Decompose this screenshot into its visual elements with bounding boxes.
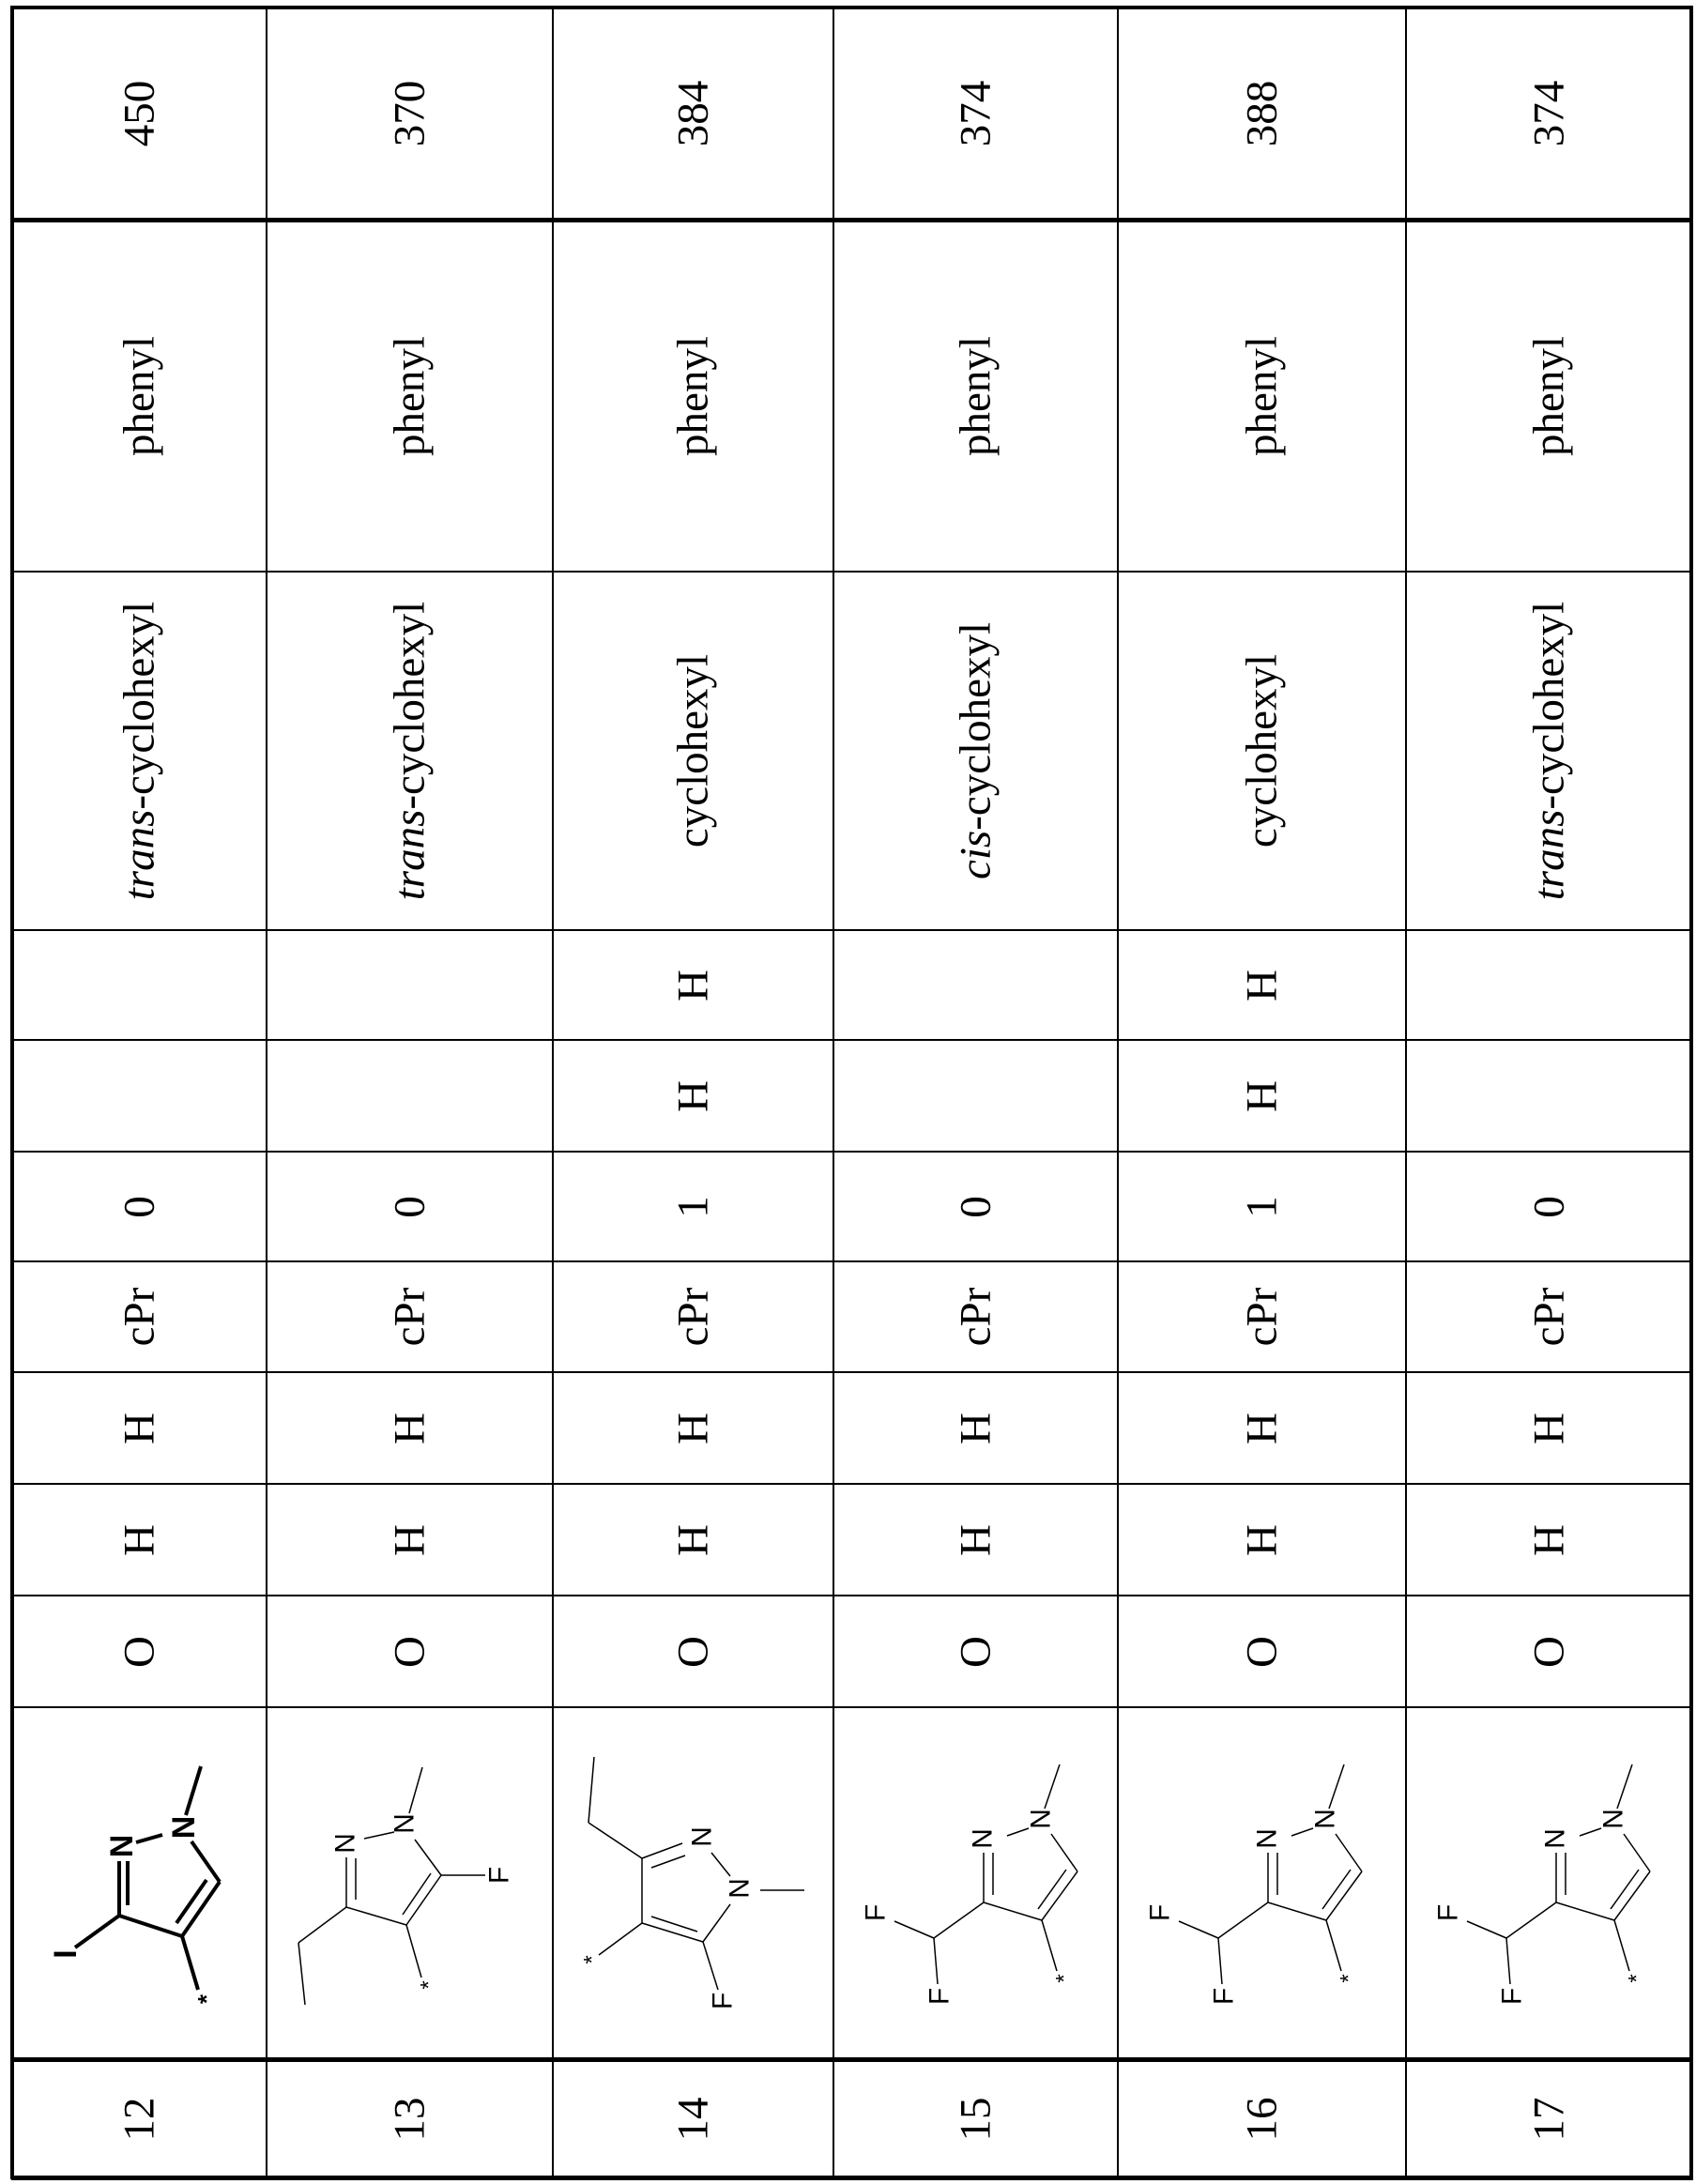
ring-label	[117, 602, 161, 901]
cell-Ra	[1117, 1039, 1407, 1153]
atom-label: F	[924, 1987, 955, 2006]
cell-Rb	[11, 929, 267, 1041]
R2-value: H	[951, 1412, 1000, 1444]
pyrazole-structure-icon	[267, 1708, 554, 2060]
cell-number	[1405, 2058, 1693, 2180]
aryl-value: phenyl	[951, 335, 1000, 456]
ring-label	[1237, 653, 1286, 848]
atom-label: N	[1309, 1809, 1341, 1829]
atom-label: F	[483, 1866, 515, 1885]
pyrazole-structure-icon	[1407, 1708, 1693, 2060]
cell-R3	[11, 1260, 267, 1373]
cell-aryl	[552, 219, 834, 573]
ring-label	[385, 601, 434, 901]
atom-label: N	[104, 1834, 140, 1858]
cell-mw	[1117, 6, 1407, 221]
cell-R3	[1117, 1260, 1407, 1373]
Ra-value: H	[1237, 1079, 1286, 1112]
cell-number	[833, 2058, 1119, 2180]
cell-mw	[11, 6, 267, 221]
cell-aryl	[1405, 219, 1693, 573]
Rb-value: H	[668, 969, 717, 1001]
structure-cell	[266, 1706, 554, 2060]
cell-R3	[1405, 1260, 1693, 1373]
cell-number	[266, 2058, 554, 2180]
R3-value: cPr	[951, 1287, 1000, 1347]
cell-ring	[1117, 571, 1407, 931]
n-value: 0	[951, 1195, 1000, 1218]
cell-X	[1405, 1595, 1693, 1708]
mw-value: 388	[1237, 80, 1286, 146]
cell-R2	[266, 1371, 554, 1485]
atom-label: *	[416, 1980, 442, 1990]
number-value: 17	[1524, 2097, 1573, 2142]
cell-ring	[833, 571, 1119, 931]
cell-X	[552, 1595, 834, 1708]
atom-label: F	[1496, 1987, 1528, 2006]
cell-Ra	[266, 1039, 554, 1153]
cell-mw	[833, 6, 1119, 221]
mw-value: 374	[1524, 80, 1573, 146]
cell-X	[1117, 1595, 1407, 1708]
cell-R1	[833, 1483, 1119, 1596]
cell-R1	[552, 1483, 834, 1596]
atom-label: F	[860, 1903, 892, 1922]
cell-Ra	[552, 1039, 834, 1153]
cell-aryl	[833, 219, 1119, 573]
atom-label: N	[724, 1878, 756, 1899]
atom-label: *	[1051, 1974, 1077, 1983]
cell-Rb	[552, 929, 834, 1041]
cell-R1	[11, 1483, 267, 1596]
cell-R1	[1405, 1483, 1693, 1596]
R3-value: cPr	[1524, 1287, 1573, 1347]
X-value: O	[1524, 1635, 1573, 1668]
number-value: 16	[1237, 2097, 1286, 2142]
n-value: 0	[1524, 1195, 1573, 1218]
pyrazole-structure-icon	[1119, 1708, 1407, 2060]
aryl-value: phenyl	[115, 335, 163, 456]
atom-label: N	[1251, 1828, 1283, 1849]
atom-label: I	[48, 1949, 84, 1959]
cell-Rb	[833, 929, 1119, 1041]
cell-number	[552, 2058, 834, 2180]
cell-n	[552, 1151, 834, 1262]
X-value: O	[385, 1635, 434, 1668]
n-value: 1	[668, 1195, 717, 1218]
n-value: 0	[115, 1195, 163, 1218]
cell-ring	[1405, 571, 1693, 931]
R2-value: H	[115, 1412, 163, 1444]
cell-mw	[552, 6, 834, 221]
cell-mw	[1405, 6, 1693, 221]
pyrazole-structure-icon	[834, 1708, 1119, 2060]
structure-cell	[1405, 1706, 1693, 2060]
cell-X	[833, 1595, 1119, 1708]
structure-cell	[1117, 1706, 1407, 2060]
cell-n	[11, 1151, 267, 1262]
R1-value: H	[951, 1523, 1000, 1556]
cell-X	[266, 1595, 554, 1708]
R2-value: H	[1237, 1412, 1286, 1444]
cell-R2	[1405, 1371, 1693, 1485]
atom-label: N	[389, 1813, 420, 1834]
R3-value: cPr	[385, 1287, 434, 1347]
ring-base: -cyclohexyl	[951, 621, 1000, 831]
R1-value: H	[1524, 1523, 1573, 1556]
cell-ring	[11, 571, 267, 931]
mw-value: 450	[115, 80, 163, 146]
atom-label: N	[1597, 1809, 1629, 1829]
atom-label: F	[1144, 1903, 1176, 1922]
X-value: O	[115, 1635, 163, 1668]
aryl-value: phenyl	[385, 335, 434, 456]
ring-base: -cyclohexyl	[385, 601, 434, 810]
cell-n	[266, 1151, 554, 1262]
cell-R2	[11, 1371, 267, 1485]
stereo-prefix: trans	[115, 809, 163, 901]
R1-value: H	[1237, 1523, 1286, 1556]
cell-Rb	[266, 929, 554, 1041]
n-value: 0	[385, 1195, 434, 1218]
R2-value: H	[1524, 1412, 1573, 1444]
cell-R3	[833, 1260, 1119, 1373]
R2-value: H	[385, 1412, 434, 1444]
aryl-value: phenyl	[1524, 335, 1573, 456]
atom-label: N	[1025, 1809, 1057, 1829]
cell-R2	[552, 1371, 834, 1485]
ring-base: -cyclohexyl	[115, 601, 163, 810]
ring-label	[951, 621, 1000, 880]
mw-value: 370	[385, 80, 434, 146]
atom-label: F	[1432, 1903, 1464, 1922]
R1-value: H	[668, 1523, 717, 1556]
atom-label: N	[1539, 1828, 1571, 1849]
divider	[10, 2057, 1693, 2062]
Rb-value: H	[1237, 969, 1286, 1001]
number-value: 12	[115, 2097, 163, 2142]
R1-value: H	[115, 1523, 163, 1556]
cell-Rb	[1405, 929, 1693, 1041]
atom-label: F	[1208, 1987, 1240, 2006]
cell-R3	[552, 1260, 834, 1373]
cell-R3	[266, 1260, 554, 1373]
stereo-prefix: trans	[1524, 809, 1573, 901]
cell-aryl	[11, 219, 267, 573]
cell-Rb	[1117, 929, 1407, 1041]
number-value: 15	[951, 2097, 1000, 2142]
structure-cell	[833, 1706, 1119, 2060]
R3-value: cPr	[668, 1287, 717, 1347]
cell-R1	[266, 1483, 554, 1596]
cell-ring	[552, 571, 834, 931]
cell-ring	[266, 571, 554, 931]
atom-label: *	[1624, 1974, 1650, 1983]
atom-label: *	[579, 1955, 605, 1964]
Ra-value: H	[668, 1079, 717, 1112]
atom-label: N	[686, 1826, 718, 1847]
atom-label: F	[707, 1992, 739, 2010]
atom-label: *	[192, 1993, 221, 2005]
number-value: 13	[385, 2097, 434, 2142]
structure-cell	[11, 1706, 267, 2060]
atom-label: N	[166, 1815, 202, 1840]
R2-value: H	[668, 1412, 717, 1444]
cell-n	[1405, 1151, 1693, 1262]
X-value: O	[668, 1635, 717, 1668]
cell-Ra	[11, 1039, 267, 1153]
mw-value: 384	[668, 80, 717, 146]
cell-R2	[833, 1371, 1119, 1485]
pyrazole-structure-icon	[13, 1708, 267, 2060]
ring-base: cyclohexyl	[1237, 653, 1286, 848]
cell-Ra	[1405, 1039, 1693, 1153]
cell-number	[1117, 2058, 1407, 2180]
divider	[10, 218, 1693, 222]
n-value: 1	[1237, 1195, 1286, 1218]
cell-mw	[266, 6, 554, 221]
X-value: O	[1237, 1635, 1286, 1668]
cell-Ra	[833, 1039, 1119, 1153]
ring-base: cyclohexyl	[668, 653, 717, 848]
pyrazole-structure-icon	[554, 1708, 834, 2060]
atom-label: *	[1336, 1974, 1362, 1983]
stereo-prefix: cis	[951, 830, 1000, 880]
atom-label: N	[967, 1828, 999, 1849]
cell-n	[1117, 1151, 1407, 1262]
cell-R2	[1117, 1371, 1407, 1485]
cell-R1	[1117, 1483, 1407, 1596]
R3-value: cPr	[1237, 1287, 1286, 1347]
ring-label	[1524, 601, 1573, 901]
aryl-value: phenyl	[1237, 335, 1286, 456]
cell-aryl	[1117, 219, 1407, 573]
X-value: O	[951, 1635, 1000, 1668]
R3-value: cPr	[115, 1287, 163, 1347]
structure-cell	[552, 1706, 834, 2060]
cell-X	[11, 1595, 267, 1708]
cell-n	[833, 1151, 1119, 1262]
number-value: 14	[668, 2097, 717, 2142]
ring-base: -cyclohexyl	[1524, 601, 1573, 810]
aryl-value: phenyl	[668, 335, 717, 456]
cell-number	[11, 2058, 267, 2180]
cell-aryl	[266, 219, 554, 573]
R1-value: H	[385, 1523, 434, 1556]
ring-label	[668, 653, 717, 848]
stereo-prefix: trans	[385, 809, 434, 901]
mw-value: 374	[951, 80, 1000, 146]
atom-label: N	[329, 1833, 361, 1854]
